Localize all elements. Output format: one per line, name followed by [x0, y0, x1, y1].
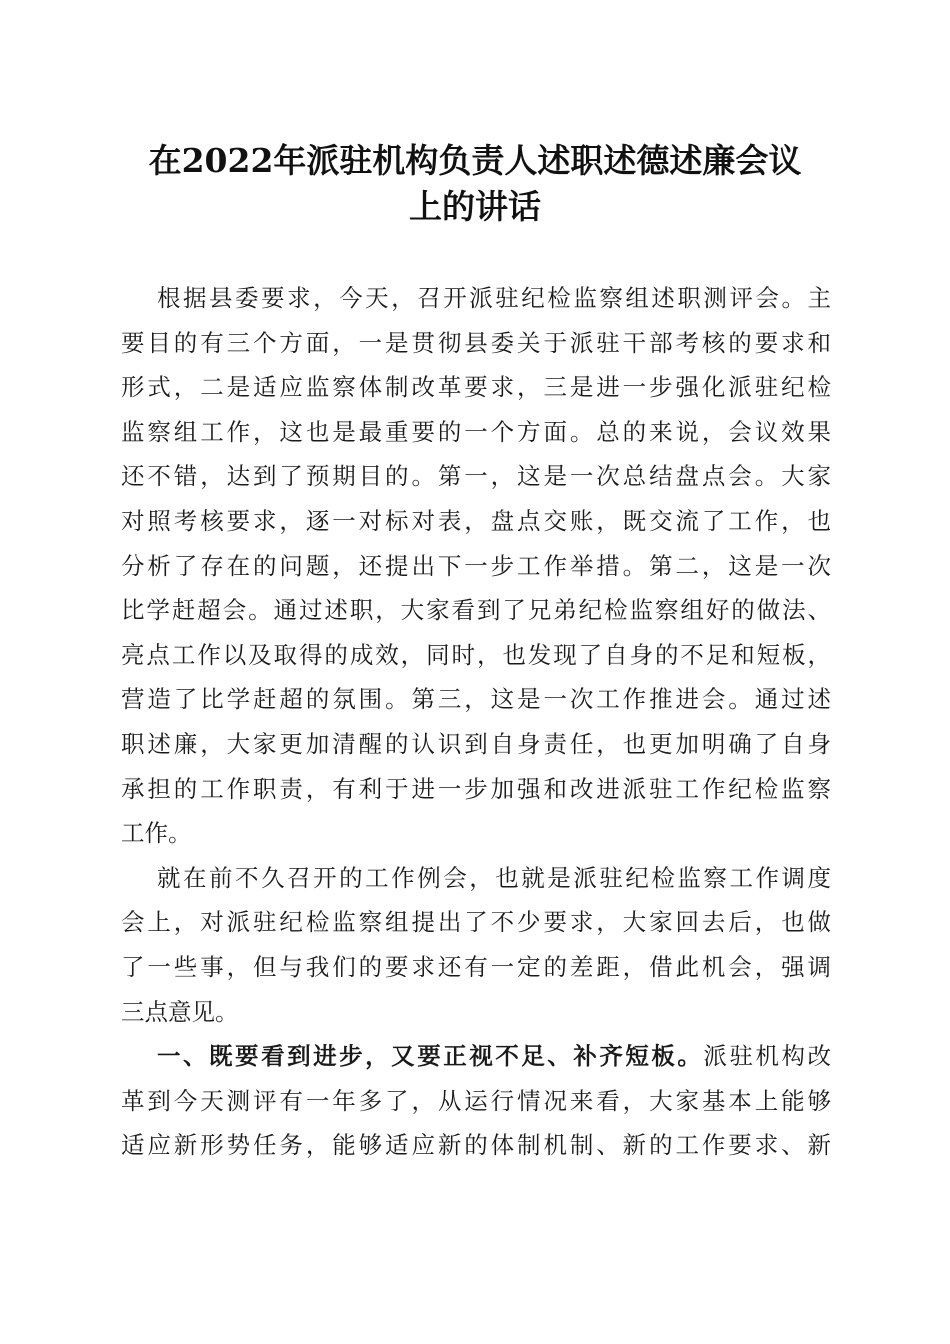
text-line: 三点意见。	[121, 997, 239, 1026]
paragraph-3	[121, 1034, 831, 1168]
text-line: 亮点工作以及取得的成效，同时，也发现了自身的不足和短板，	[121, 640, 831, 669]
text-line: 监察组工作，这也是最重要的一个方面。总的来说，会议效果	[121, 417, 831, 446]
document-title-line-2: 上的讲话	[409, 187, 541, 226]
text-line: 工作。	[121, 819, 192, 848]
text-line: 分析了存在的问题，还提出下一步工作举措。第二，这是一次	[121, 551, 831, 580]
text-line: 根据县委要求，今天，召开派驻纪检监察组述职测评会。主	[157, 284, 831, 312]
text-line: 还不错，达到了预期目的。第一，这是一次总结盘点会。大家	[121, 462, 831, 491]
section-heading: 一、既要看到进步，又要正视不足、补齐短板。	[157, 1042, 704, 1071]
text-line: 革到今天测评有一年多了，从运行情况来看，大家基本上能够	[121, 1086, 831, 1115]
paragraph-1	[121, 276, 831, 856]
text-line: 就在前不久召开的工作例会，也就是派驻纪检监察工作调度	[157, 863, 831, 892]
text-line: 营造了比学赶超的氛围。第三，这是一次工作推进会。通过述	[121, 685, 831, 714]
text-line: 适应新形势任务，能够适应新的体制机制、新的工作要求、新	[121, 1131, 831, 1160]
text-line: 职述廉，大家更加清醒的认识到自身责任，也更加明确了自身	[121, 729, 831, 758]
text-line: 比学赶超会。通过述职，大家看到了兄弟纪检监察组好的做法、	[121, 596, 831, 625]
text-line: 会上，对派驻纪检监察组提出了不少要求，大家回去后，也做	[121, 908, 831, 937]
document-title-line-1: 在2022年派驻机构负责人述职述德述廉会议	[148, 141, 802, 180]
text-line: 对照考核要求，逐一对标对表，盘点交账，既交流了工作，也	[121, 506, 831, 535]
text-line: 要目的有三个方面，一是贯彻县委关于派驻干部考核的要求和	[121, 328, 831, 357]
text-line: 形式，二是适应监察体制改革要求，三是进一步强化派驻纪检	[121, 373, 831, 402]
document-body	[121, 276, 831, 1168]
text-line: 了一些事，但与我们的要求还有一定的差距，借此机会，强调	[121, 952, 831, 981]
paragraph-2	[121, 856, 831, 1034]
text-line	[121, 1034, 831, 1079]
text-line: 承担的工作职责，有利于进一步加强和改进派驻工作纪检监察	[121, 774, 831, 803]
text-line-rest: 派驻机构改	[703, 1042, 832, 1071]
